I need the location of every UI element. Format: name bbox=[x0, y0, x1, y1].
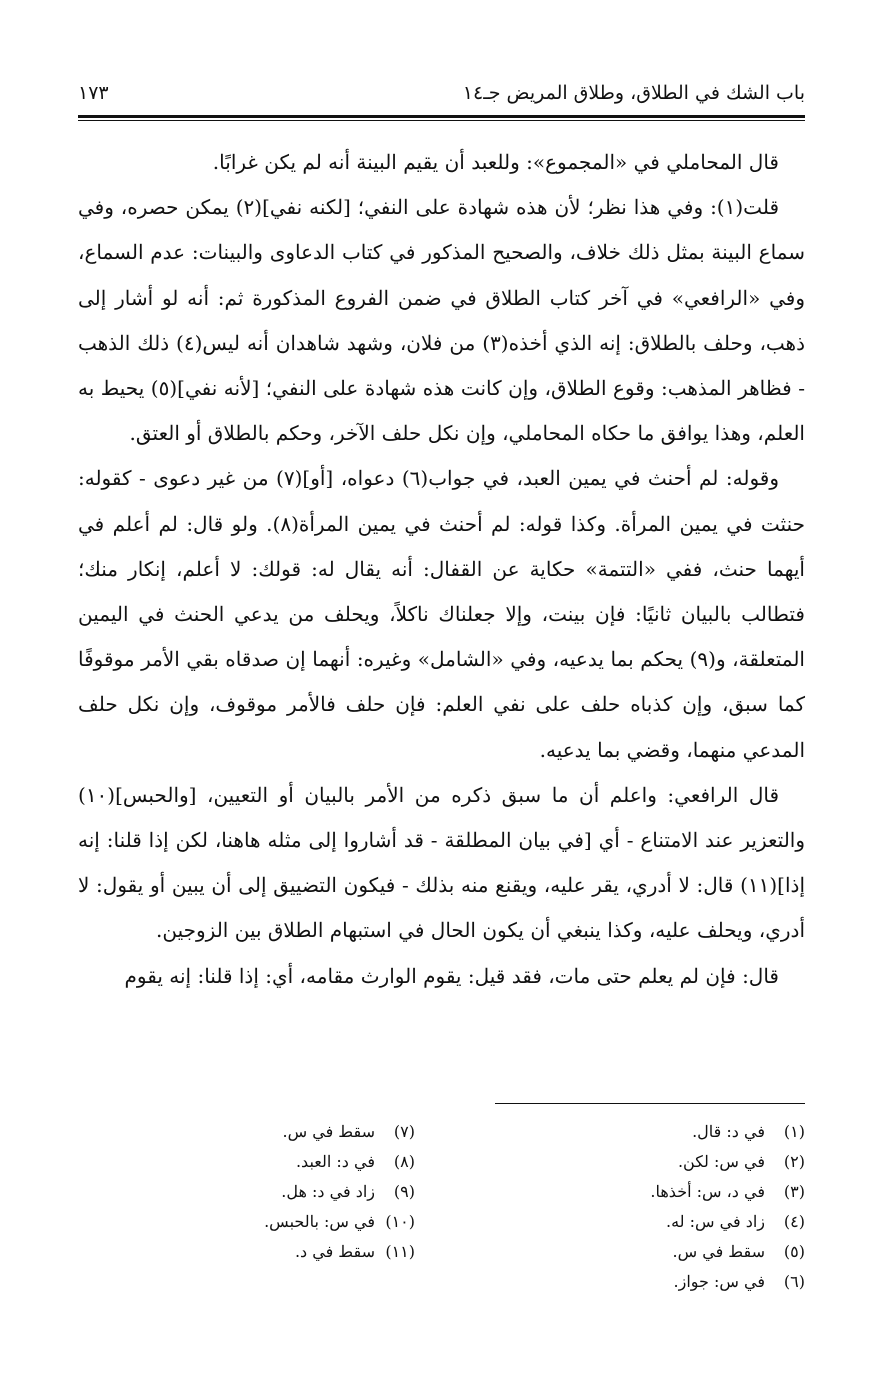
footnote-number: (١) bbox=[783, 1122, 805, 1141]
footnote bbox=[525, 1117, 805, 1147]
footnote bbox=[525, 1147, 805, 1177]
footnotes-column-left bbox=[135, 1117, 415, 1267]
footnote-separator bbox=[495, 1103, 805, 1104]
footnote bbox=[135, 1147, 415, 1177]
paragraph: قال: فإن لم يعلم حتى مات، فقد قيل: يقوم الوارث مقامه، أي: إذا قلنا: إنه يقوم bbox=[124, 963, 779, 988]
footnote bbox=[525, 1207, 805, 1237]
footnote bbox=[525, 1237, 805, 1267]
header-rule bbox=[78, 115, 805, 118]
footnote-number: (٥) bbox=[783, 1242, 805, 1261]
footnote-number: (٦) bbox=[783, 1272, 805, 1291]
footnote-text: سقط في س. bbox=[672, 1242, 765, 1261]
footnote-text: في س: لكن. bbox=[677, 1152, 765, 1171]
footnote-text: سقط في د. bbox=[294, 1242, 375, 1261]
footnote-text: في س: جواز. bbox=[673, 1272, 765, 1291]
footnote-number: (٣) bbox=[783, 1182, 805, 1201]
footnote-number: (٨) bbox=[393, 1152, 415, 1171]
footnote-text: في د: العبد. bbox=[295, 1152, 375, 1171]
running-header bbox=[78, 82, 805, 114]
footnote bbox=[135, 1117, 415, 1147]
footnote bbox=[135, 1207, 415, 1237]
footnote-number: (١١) bbox=[385, 1242, 415, 1261]
footnote-text: في د: قال. bbox=[692, 1122, 765, 1141]
paragraph: قال المحاملي في «المجموع»: وللعبد أن يقيم البينة أنه لم يكن غرابًا. bbox=[212, 150, 779, 174]
footnote-text: سقط في س. bbox=[282, 1122, 375, 1141]
footnotes-column-right bbox=[525, 1117, 805, 1297]
header-rule-thin bbox=[78, 120, 805, 121]
paragraph: قال الرافعي: واعلم أن ما سبق ذكره من الأمر بالبيان أو التعيين، [والحبس](١٠) والتعزير عند الامتناع - أي [في بيان المطلقة - قد أشاروا إلى مثله هاهنا، لكن إذا قلنا: إنه إذا](١١) قال: لا أدري، يقر عليه، ويقنع منه بذلك - فيكون التضييق إلى أن يبين أو يقول: لا أدري، ويحلف عليه، وكذا ينبغي أن يكون الحال في استبهام الطلاق بين الزوجين. bbox=[78, 782, 805, 943]
footnote-number: (٧) bbox=[393, 1122, 415, 1141]
footnote-text: في س: بالحبس. bbox=[264, 1212, 375, 1231]
footnote-number: (١٠) bbox=[385, 1212, 415, 1231]
footnote bbox=[135, 1237, 415, 1267]
footnotes bbox=[245, 1117, 805, 1317]
header-title: باب الشك في الطلاق، وطلاق المريض جـ١٤ bbox=[462, 82, 805, 104]
paragraph: وقوله: لم أحنث في يمين العبد، في جواب(٦) دعواه، [أو](٧) من غير دعوى - كقوله: حنثت في يمين المرأة. وكذا قوله: لم أحنث في يمين المرأة(٨). ولو قال: لم أعلم في أيهما حنث، ففي «التتمة» حكاية عن القفال: أنه يقال له: قولك: لا أعلم، إنكار منك؛ فتطالب بالبيان ثانيًا: فإن بينت، وإلا جعلناك ناكلاً، ويحلف من يدعي الحنث في اليمين المتعلقة، و(٩) يحكم بما يدعيه، وفي «الشامل» وغيره: أنهما إن صدقاه بقي الأمر موقوفًا كما سبق، وإن كذباه حلف على نفي العلم: فإن حلف فالأمر موقوف، وإن نكل حلف المدعي منهما، وقضي بما يدعيه. bbox=[78, 466, 805, 762]
footnote-text: زاد في د: هل. bbox=[281, 1182, 375, 1201]
footnote bbox=[525, 1177, 805, 1207]
footnote-number: (٢) bbox=[783, 1152, 805, 1171]
footnote-text: في د، س: أخذها. bbox=[650, 1182, 765, 1201]
paragraph: قلت(١): وفي هذا نظر؛ لأن هذه شهادة على النفي؛ [لكنه نفي](٢) يمكن حصره، وفي سماع البينة بمثل ذلك خلاف، والصحيح المذكور في كتاب الدعاوى والبينات: عدم السماع، وفي «الرافعي» في آخر كتاب الطلاق في ضمن الفروع المذكورة ثم: أنه لو أشار إلى ذهب، وحلف بالطلاق: إنه الذي أخذه(٣) من فلان، وشهد شاهدان أنه ليس(٤) ذلك الذهب - فظاهر المذهب: وقوع الطلاق، وإن كانت هذه شهادة على النفي؛ [لأنه نفي](٥) يحيط به العلم، وهذا يوافق ما حكاه المحاملي، وإن نكل حلف الآخر، وحكم بالطلاق أو العتق. bbox=[78, 195, 806, 446]
footnote-text: زاد في س: له. bbox=[666, 1212, 765, 1231]
footnote bbox=[135, 1177, 415, 1207]
footnote-number: (٩) bbox=[393, 1182, 415, 1201]
page-number: ١٧٣ bbox=[78, 82, 109, 104]
footnote-number: (٤) bbox=[783, 1212, 805, 1231]
main-text bbox=[78, 140, 805, 999]
footnote bbox=[525, 1267, 805, 1297]
